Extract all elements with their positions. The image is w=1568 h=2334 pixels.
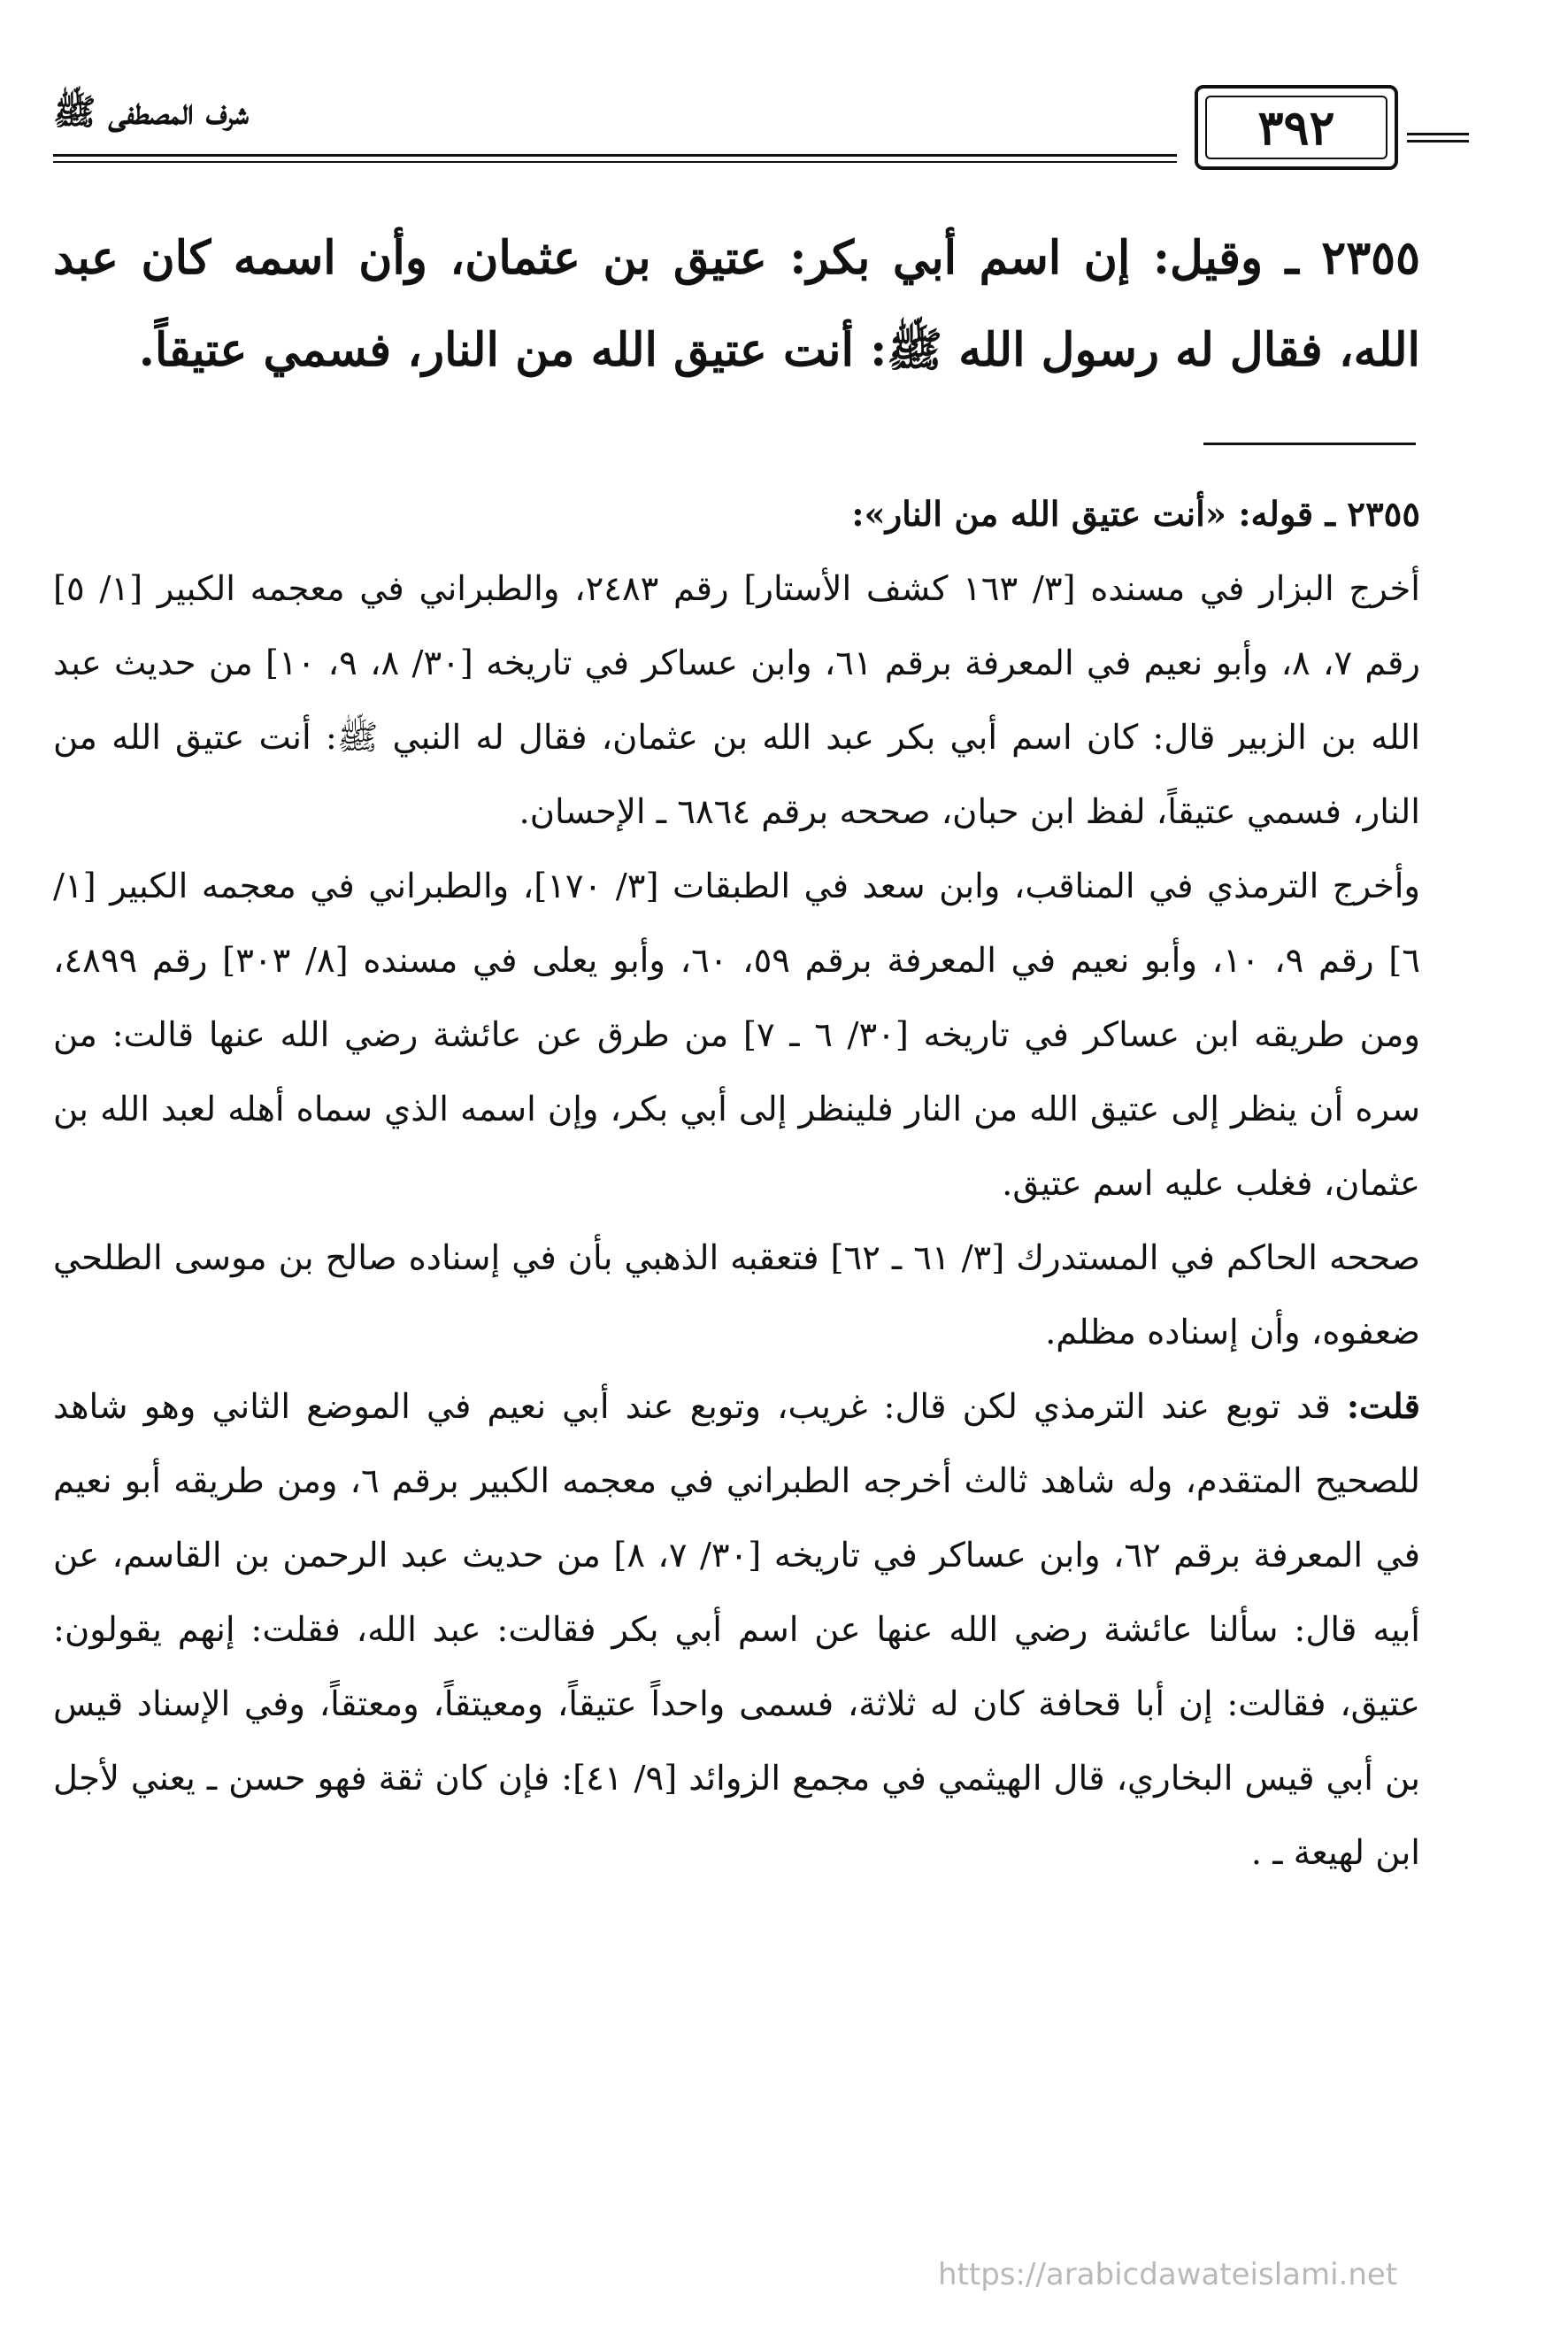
footnote-number: ٢٣٥٥ ـ قوله: (1238, 495, 1420, 535)
entry-text: ـ وقيل: إن اسم أبي بكر: عتيق بن عثمان، وأن اسمه كان عبد الله، فقال له رسول الله ﷺ: أنت عتيق الله من النار، فسمي عتيقاً. (53, 231, 1420, 377)
footnote-heading (53, 478, 1420, 552)
footnote-paragraph-qult (53, 1370, 1420, 1891)
qult-text: قد توبع عند الترمذي لكن قال: غريب، وتوبع عند أبي نعيم في الموضع الثاني وهو شاهد للصحيح المتقدم، وله شاهد ثالث أخرجه الطبراني في معجمه الكبير برقم ٦، ومن طريقه أبو نعيم في المعرفة برقم ٦٢، وابن عساكر في تاريخه [٣٠/ ٧، ٨] من حديث عبد الرحمن بن القاسم، عن أبيه قال: سألنا عائشة رضي الله عنها عن اسم أبي بكر فقالت: عبد الله، فقلت: إنهم يقولون: عتيق، فقالت: إن أبا قحافة كان له ثلاثة، فسمى واحداً عتيقاً، ومعيتقاً، ومعتقاً، وفي الإسناد قيس بن أبي قيس البخاري، قال الهيثمي في مجمع الزوائد [٩/ ٤١]: فإن كان ثقة فهو حسن ـ يعني لأجل ابن لهيعة ـ . (53, 1387, 1421, 1873)
main-text (53, 212, 1420, 397)
header-rule (53, 154, 1177, 163)
page-header (53, 80, 1433, 186)
watermark-url: https://arabicdawateislami.net (938, 2257, 1398, 2292)
page-number: ٣٩٢ (1205, 96, 1387, 159)
footnotes (53, 478, 1420, 1891)
footnote-paragraph: صححه الحاكم في المستدرك [٣/ ٦١ ـ ٦٢] فتعقبه الذهبي بأن في إسناده صالح بن موسى الطلحي ضعفوه، وأن إسناده مظلم. (53, 1238, 1420, 1352)
qult-label: قلت: (1346, 1387, 1420, 1427)
page-number-frame (1195, 85, 1398, 170)
footnote-quote: «أنت عتيق الله من النار»: (851, 495, 1239, 535)
footnote-separator (1203, 443, 1416, 445)
header-rule-short (1407, 133, 1469, 143)
entry-number: ٢٣٥٥ (1321, 231, 1420, 285)
footnote-paragraph: وأخرج الترمذي في المناقب، وابن سعد في الطبقات [٣/ ١٧٠]، والطبراني في معجمه الكبير [١/ ٦] رقم ٩، ١٠، وأبو نعيم في المعرفة برقم ٥٩، ٦٠، وأبو يعلى في مسنده [٨/ ٣٠٣] رقم ٤٨٩٩، ومن طريقه ابن عساكر في تاريخه [٣٠/ ٦ ـ ٧] من طرق عن عائشة رضي الله عنها قالت: من سره أن ينظر إلى عتيق الله من النار فلينظر إلى أبي بكر، وإن اسمه الذي سماه أهله لعبد الله بن عثمان، فغلب عليه اسم عتيق. (53, 867, 1420, 1204)
running-title: شرف المصطفى ﷺ (53, 91, 249, 133)
footnote-paragraph: أخرج البزار في مسنده [٣/ ١٦٣ كشف الأستار] رقم ٢٤٨٣، والطبراني في معجمه الكبير [١/ ٥] رقم ٧، ٨، وأبو نعيم في المعرفة برقم ٦١، وابن عساكر في تاريخه [٣٠/ ٨، ٩، ١٠] من حديث عبد الله بن الزبير قال: كان اسم أبي بكر عبد الله بن عثمان، فقال له النبي ﷺ: أنت عتيق الله من النار، فسمي عتيقاً، لفظ ابن حبان، صححه برقم ٦٨٦٤ ـ الإحسان. (53, 569, 1421, 832)
